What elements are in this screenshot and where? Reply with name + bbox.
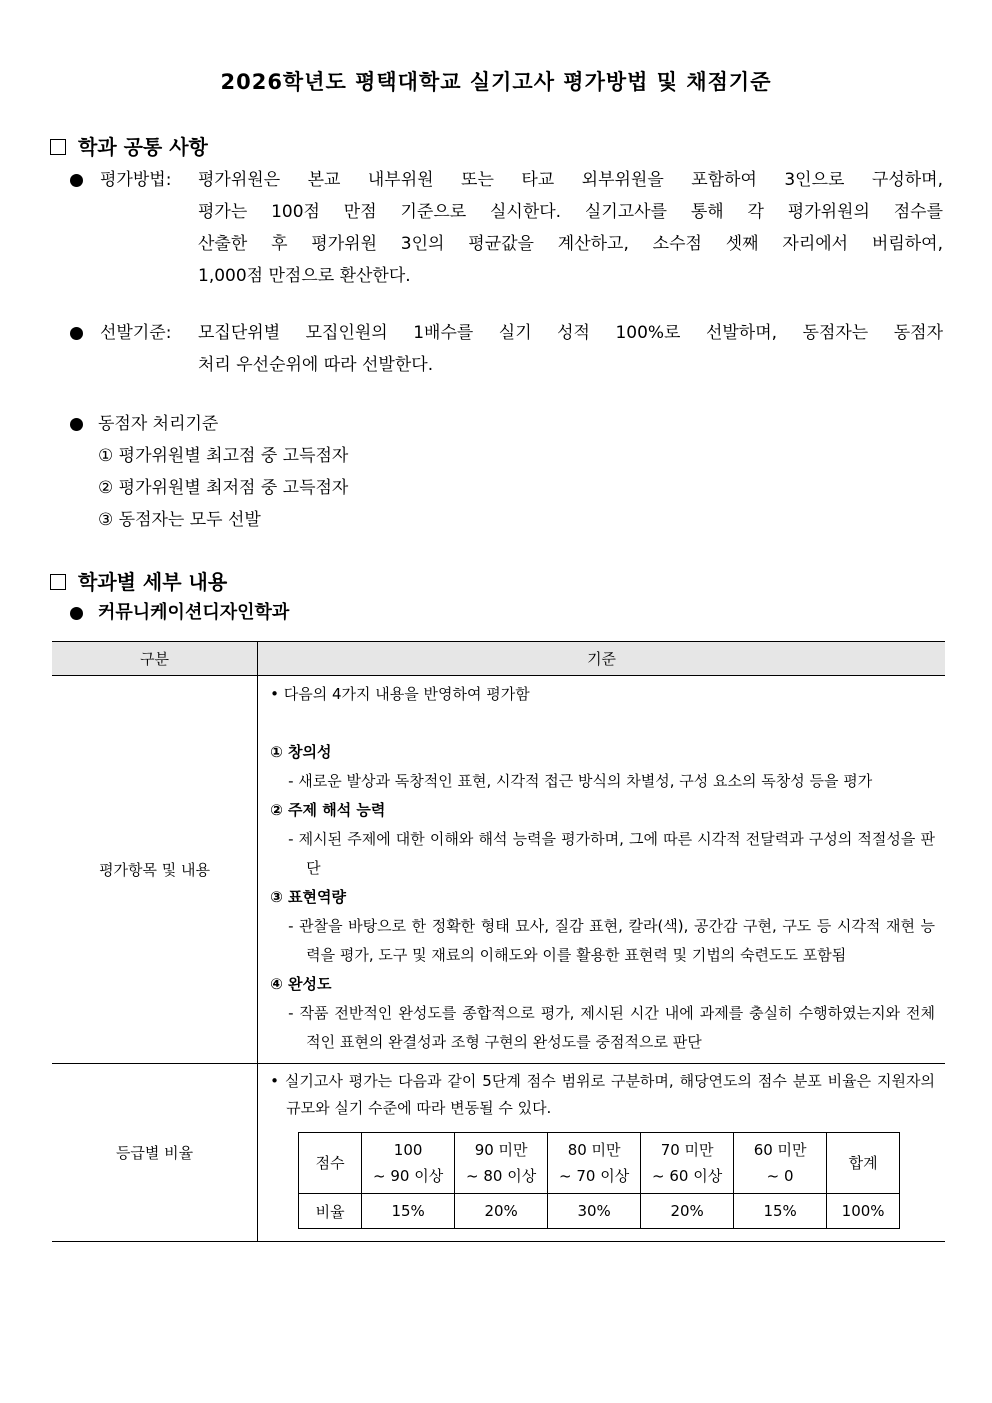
table-header-row: [52, 642, 945, 676]
method-line-1: [0, 164, 992, 196]
ratio-value: 15%: [734, 1194, 827, 1229]
row-grade-label: 등급별 비율: [52, 1064, 258, 1242]
page-title: 2026학년도 평택대학교 실기고사 평가방법 및 채점기준: [220, 70, 772, 94]
section-common: [50, 131, 208, 160]
criterion-title: ④ 완성도: [270, 975, 332, 993]
ratio-value: 20%: [455, 1194, 548, 1229]
criterion-desc: - 제시된 주제에 대한 이해와 해석 능력을 평가하며, 그에 따른 시각적 전달력과 구성의 적절성을 판단: [288, 830, 935, 877]
section-common-heading: 학과 공통 사항: [78, 135, 208, 159]
row-grade-content: [258, 1064, 945, 1242]
tie-heading: [0, 408, 992, 440]
range-top: 70 미만: [660, 1141, 714, 1159]
selection-line-1: [0, 317, 992, 349]
score-range-cell: [734, 1133, 827, 1194]
bullet-icon: [70, 607, 83, 620]
range-top: 90 미만: [474, 1141, 528, 1159]
selection-text-2: 처리 우선순위에 따라 선발한다.: [198, 355, 434, 375]
range-bottom: ~ 90 이상: [373, 1167, 444, 1185]
bullet-icon: [70, 327, 83, 340]
tie-item: [0, 504, 992, 536]
tie-item-3: ③ 동점자는 모두 선발: [98, 510, 261, 530]
ratio-total: 100%: [827, 1194, 900, 1229]
range-bottom: ~ 80 이상: [466, 1167, 537, 1185]
spacer: [270, 709, 935, 738]
criterion-title: ② 주제 해석 능력: [270, 801, 386, 819]
method-text-3: 산출한 후 평가위원 3인의 평균값을 계산하고, 소수점 셋째 자리에서 버림하여,: [198, 234, 943, 254]
method-text-4: 1,000점 만점으로 환산한다.: [198, 266, 411, 286]
tie-item-2: ② 평가위원별 최저점 중 고득점자: [98, 478, 349, 498]
method-text-2: 평가는 100점 만점 기준으로 실시한다. 실기고사를 통해 각 평가위원의 점수를: [198, 202, 943, 222]
table-row: [52, 676, 945, 1064]
range-top: 80 미만: [567, 1141, 621, 1159]
total-label: 합계: [827, 1133, 900, 1194]
score-range-cell: [641, 1133, 734, 1194]
criterion-title: ③ 표현역량: [270, 888, 346, 906]
grade-intro: • 실기고사 평가는 다음과 같이 5단계 점수 범위로 구분하며, 해당연도의 점수 분포 비율은 지원자의 규모와 실기 수준에 따라 변동될 수 있다.: [270, 1072, 935, 1117]
criterion-title: ① 창의성: [270, 743, 332, 761]
range-top: 60 미만: [753, 1141, 807, 1159]
range-top: 100: [393, 1141, 423, 1159]
grade-score-row: [299, 1133, 900, 1194]
tie-label: 동점자 처리기준: [98, 414, 219, 434]
bullet-icon: [70, 174, 83, 187]
row-eval-label: 평가항목 및 내용: [52, 676, 258, 1064]
selection-line-2: [0, 349, 992, 381]
criterion-desc: - 관찰을 바탕으로 한 정확한 형태 묘사, 질감 표현, 칼라(색), 공간감 구현, 구도 등 시각적 재현 능력을 평가, 도구 및 재료의 이해도와 이를 활용한 표현력 및 기법의 숙련도도 포함됨: [288, 917, 935, 964]
checkbox-icon: [50, 139, 66, 155]
ratio-value: 15%: [362, 1194, 455, 1229]
section-dept-heading: 학과별 세부 내용: [78, 570, 228, 594]
method-line-2: [0, 196, 992, 228]
row-eval-content: [258, 676, 945, 1064]
score-label: 점수: [299, 1133, 362, 1194]
eval-intro: • 다음의 4가지 내용을 반영하여 평가함: [270, 685, 530, 703]
range-bottom: ~ 70 이상: [559, 1167, 630, 1185]
ratio-value: 30%: [548, 1194, 641, 1229]
range-bottom: ~ 60 이상: [652, 1167, 723, 1185]
checkbox-icon: [50, 574, 66, 590]
score-range-cell: [548, 1133, 641, 1194]
selection-label: 선발기준:: [100, 323, 172, 343]
dept-name: 커뮤니케이션디자인학과: [98, 602, 290, 623]
method-line-3: [0, 228, 992, 260]
header-criteria: 기준: [258, 642, 945, 676]
score-range-cell: [455, 1133, 548, 1194]
criterion-desc: - 작품 전반적인 완성도를 종합적으로 평가, 제시된 시간 내에 과제를 충실히 수행하였는지와 전체적인 표현의 완결성과 조형 구현의 완성도를 중점적으로 판단: [288, 1004, 935, 1051]
selection-text-1: 모집단위별 모집인원의 1배수를 실기 성적 100%로 선발하며, 동점자는 동점자: [198, 323, 943, 343]
grade-table: [298, 1132, 900, 1229]
tie-item: [0, 472, 992, 504]
tie-item: [0, 440, 992, 472]
criterion-desc: - 새로운 발상과 독창적인 표현, 시각적 접근 방식의 차별성, 구성 요소의 독창성 등을 평가: [288, 772, 873, 790]
method-line-4: [0, 260, 992, 292]
method-label: 평가방법:: [100, 170, 172, 190]
dept-name-line: [0, 597, 992, 629]
criteria-table: [52, 641, 945, 1242]
grade-ratio-row: [299, 1194, 900, 1229]
method-text-1: 평가위원은 본교 내부위원 또는 타교 외부위원을 포함하여 3인으로 구성하며,: [198, 170, 943, 190]
section-dept: [50, 566, 227, 595]
score-range-cell: [362, 1133, 455, 1194]
range-bottom: ~ 0: [766, 1167, 794, 1185]
header-category: 구분: [52, 642, 258, 676]
tie-item-1: ① 평가위원별 최고점 중 고득점자: [98, 446, 349, 466]
table-row: [52, 1064, 945, 1242]
ratio-label: 비율: [299, 1194, 362, 1229]
bullet-icon: [70, 418, 83, 431]
ratio-value: 20%: [641, 1194, 734, 1229]
